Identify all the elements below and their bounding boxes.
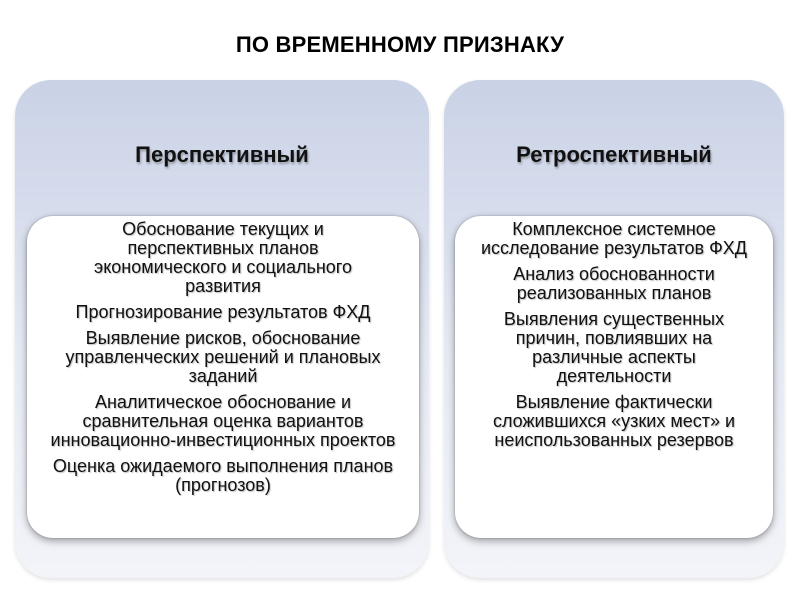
content-box-retrospective [455, 216, 773, 538]
list-item: Выявления существенных причин, повлиявших на различные аспекты деятельности [503, 309, 725, 386]
list-item: Выявление рисков, обоснование управленческих решений и плановых заданий [65, 328, 381, 386]
column-perspective [15, 80, 429, 578]
column-heading-retrospective: Ретроспективный [516, 142, 712, 167]
list-item: Прогнозирование результатов ФХД [75, 302, 371, 322]
slide-title: ПО ВРЕМЕННОМУ ПРИЗНАКУ [235, 32, 565, 57]
column-retrospective [444, 80, 784, 578]
content-box-perspective [27, 216, 419, 538]
list-item: Выявление фактически сложившихся «узких мест» и неиспользованных резервов [492, 392, 736, 450]
list-item: Аналитическое обоснование и сравнительная оценка вариантов инновационно-инвестиционных проектов [50, 392, 396, 450]
list-item: Обоснование текущих и перспективных планов экономического и социального развития [94, 219, 352, 296]
list-item: Анализ обоснованности реализованных планов [513, 264, 715, 303]
list-item: Оценка ожидаемого выполнения планов (прогнозов) [52, 456, 394, 495]
column-heading-perspective: Перспективный [135, 142, 309, 167]
list-item: Комплексное системное исследование результатов ФХД [481, 219, 747, 258]
